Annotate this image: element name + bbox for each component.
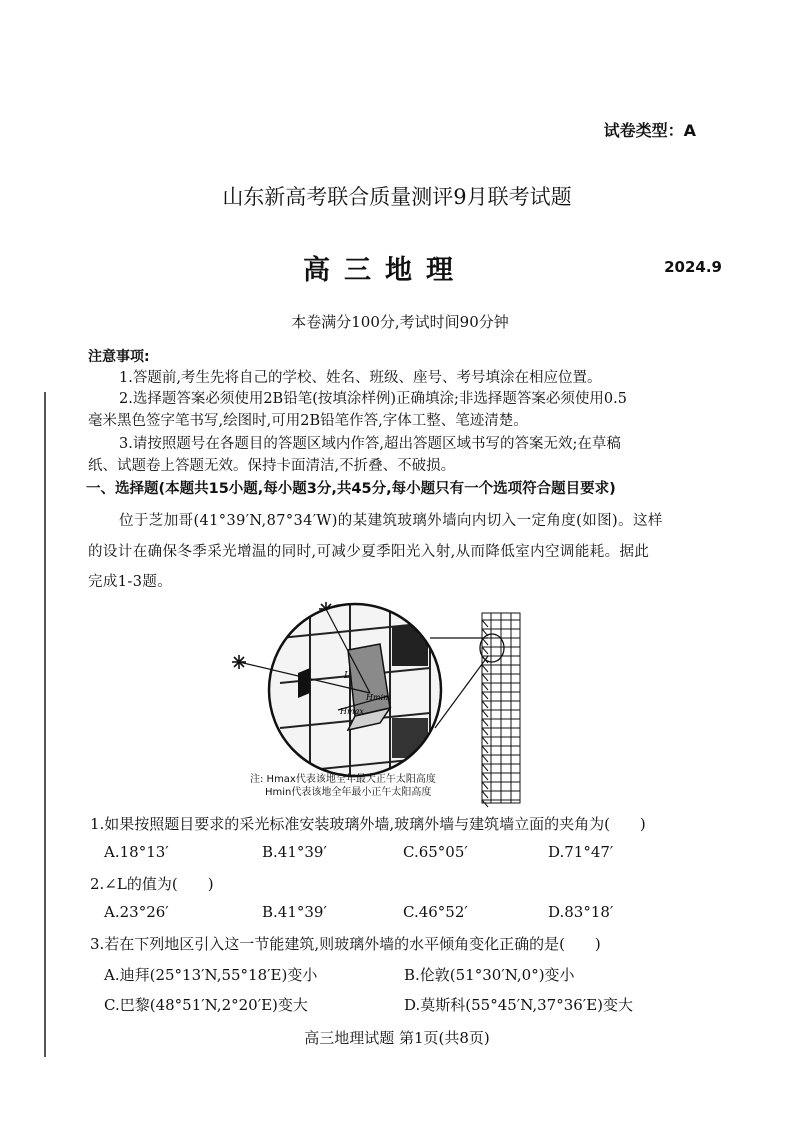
facade-glass-tilt xyxy=(482,728,488,735)
facade-glass-tilt xyxy=(482,791,488,798)
facade-glass-tilt xyxy=(482,755,488,762)
score-info: 本卷满分100分,考试时间90分钟 xyxy=(291,313,509,331)
facade-glass-tilt xyxy=(482,647,488,654)
facade-glass-tilt xyxy=(482,782,488,789)
facade-glass-tilt xyxy=(482,746,488,753)
facade-glass-tilt xyxy=(482,674,488,681)
facade-glass-tilt xyxy=(482,692,488,699)
notice-title: 注意事项: xyxy=(88,349,150,365)
question-3-stem: 3.若在下列地区引入这一节能建筑,则玻璃外墙的水平倾角变化正确的是( ) xyxy=(90,935,601,953)
facade-glass-tilt xyxy=(482,719,488,726)
hmax-label: Hmax xyxy=(340,707,364,716)
facade-glass-tilt xyxy=(482,773,488,780)
question-3-option-c: C.巴黎(48°51′N,2°20′E)变大 xyxy=(104,996,308,1014)
question-2-option-a: A.23°26′ xyxy=(104,903,169,921)
question-1-option-b: B.41°39′ xyxy=(262,843,327,861)
section-title: 一、选择题(本题共15小题,每小题3分,共45分,每小题只有一个选项符合题目要求) xyxy=(86,481,616,497)
question-2-stem: 2.∠L的值为( ) xyxy=(90,875,214,893)
facade-glass-tilt xyxy=(482,701,488,708)
notice-item-2-cont: 毫米黑色签字笔书写,绘图时,可用2B铅笔作答,字体工整、笔迹清楚。 xyxy=(88,413,528,429)
context-line-1: 位于芝加哥(41°39′N,87°34′W)的某建筑玻璃外墙向内切入一定角度(如图)。这样 xyxy=(119,513,663,529)
page-footer: 高三地理试题 第1页(共8页) xyxy=(304,1029,490,1047)
figure-note-2: Hmin代表该地全年最小正午太阳高度 xyxy=(265,787,432,798)
context-line-2: 的设计在确保冬季采光增温的同时,可减少夏季阳光入射,从而降低室内空调能耗。据此 xyxy=(88,544,650,560)
facade-glass-tilt xyxy=(482,683,488,690)
facade-glass-tilt xyxy=(482,665,488,672)
notice-item-1: 1.答题前,考生先将自己的学校、姓名、班级、座号、考号填涂在相应位置。 xyxy=(119,370,602,386)
question-2-option-b: B.41°39′ xyxy=(262,903,327,921)
question-3-option-a: A.迪拜(25°13′N,55°18′E)变小 xyxy=(104,966,318,984)
notice-item-3: 3.请按照题号在各题目的答题区域内作答,超出答题区域书写的答案无效;在草稿 xyxy=(119,436,621,452)
question-1-option-d: D.71°47′ xyxy=(548,843,614,861)
facade-glass-tilt xyxy=(482,737,488,744)
question-2-option-d: D.83°18′ xyxy=(548,903,614,921)
margin-rule xyxy=(44,392,46,1057)
magnified-view xyxy=(260,598,460,798)
facade-glass-tilt xyxy=(482,638,488,645)
hmin-label: Hmin xyxy=(366,693,389,702)
question-1-option-a: A.18°13′ xyxy=(104,843,169,861)
notice-item-3-cont: 纸、试题卷上答题无效。保持卡面清洁,不折叠、不破损。 xyxy=(88,458,456,474)
facade-glass-tilt xyxy=(482,620,488,627)
question-3-option-b: B.伦敦(51°30′N,0°)变小 xyxy=(404,966,575,984)
exam-date: 2024.9 xyxy=(664,258,722,276)
context-line-3: 完成1-3题。 xyxy=(88,574,173,590)
question-1-stem: 1.如果按照题目要求的采光标准安装玻璃外墙,玻璃外墙与建筑墙立面的夹角为( ) xyxy=(90,815,646,833)
facade-glass-tilt xyxy=(482,710,488,717)
question-2-option-c: C.46°52′ xyxy=(403,903,468,921)
question-1-option-c: C.65°05′ xyxy=(403,843,468,861)
figure-note-1: 注: Hmax代表该地全年最大正午太阳高度 xyxy=(250,774,436,785)
facade-glass-tilt xyxy=(482,764,488,771)
paper-type: 试卷类型：A xyxy=(603,121,696,140)
notice-item-2: 2.选择题答案必须使用2B铅笔(按填涂样例)正确填涂;非选择题答案必须使用0.5 xyxy=(119,391,627,407)
angle-l-label: L xyxy=(344,671,350,681)
facade-glass-tilt xyxy=(482,629,488,636)
question-3-option-d: D.莫斯科(55°45′N,37°36′E)变大 xyxy=(404,996,634,1014)
subject-title: 高三地理 xyxy=(303,255,467,286)
exam-title: 山东新高考联合质量测评9月联考试题 xyxy=(222,185,572,209)
